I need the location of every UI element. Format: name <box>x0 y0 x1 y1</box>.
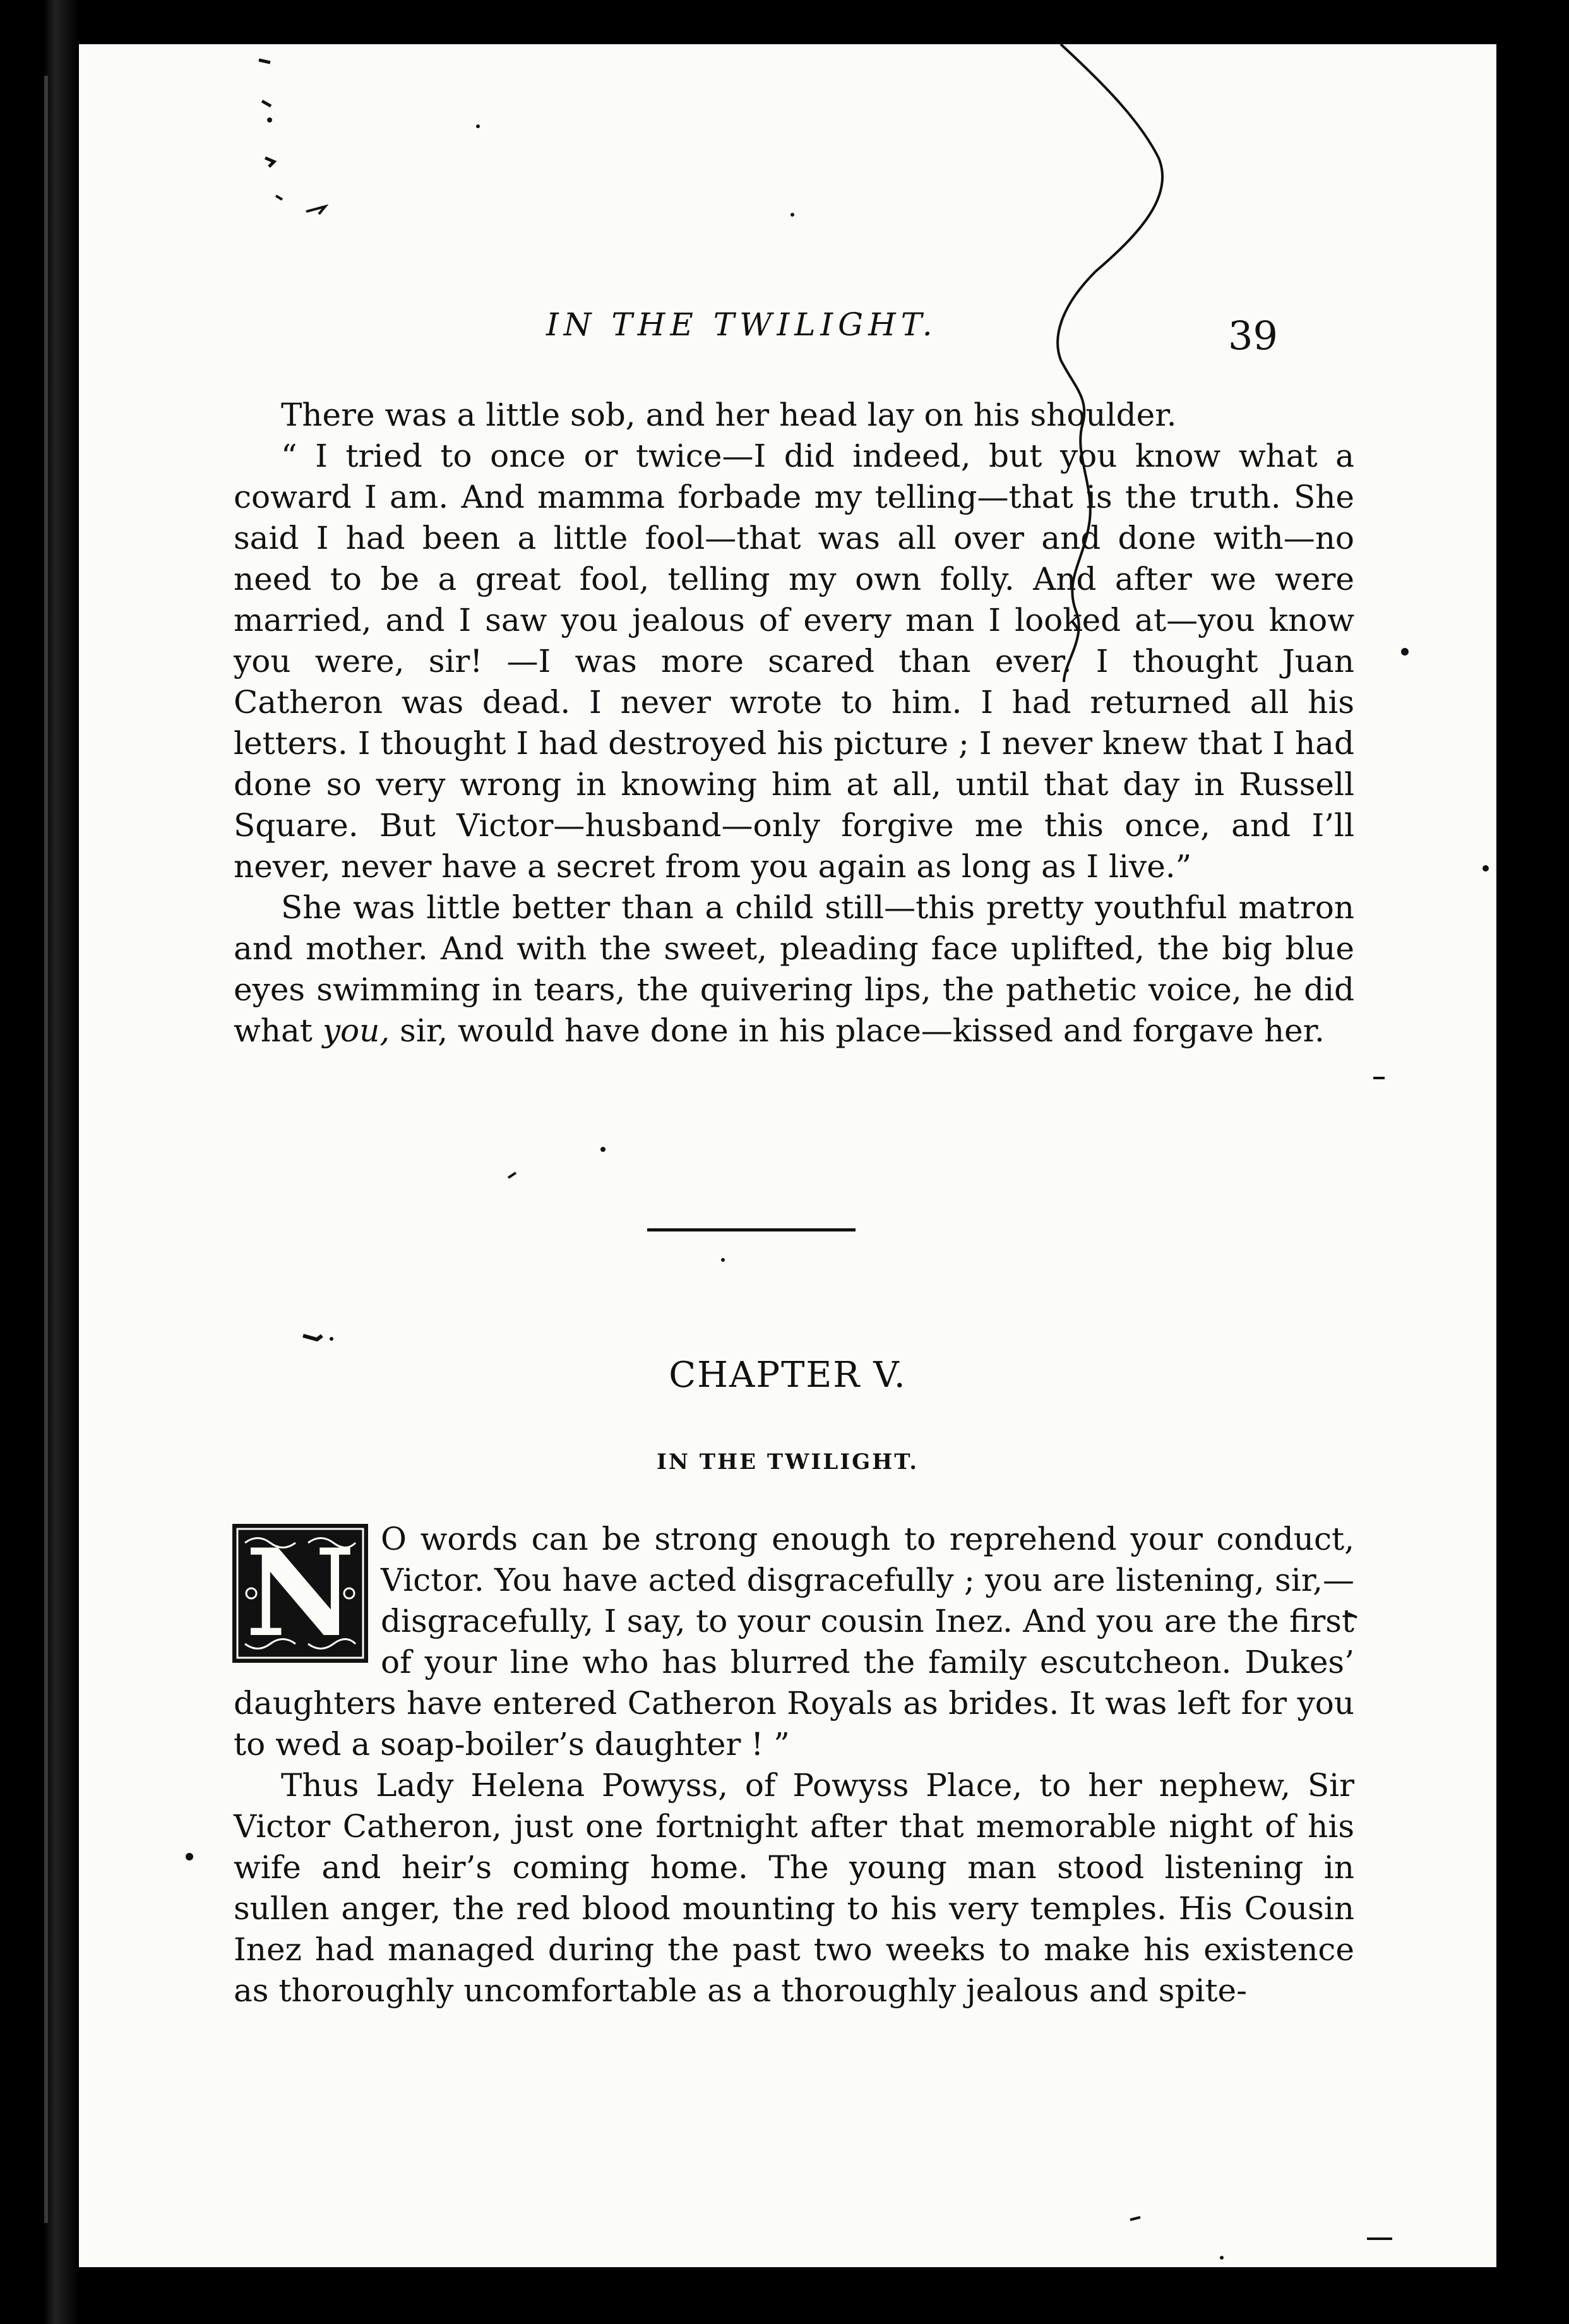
chapter-subtitle: IN THE TWILIGHT. <box>656 1449 919 1475</box>
chapter-heading: CHAPTER V. <box>669 1355 907 1396</box>
book-page <box>79 44 1496 2267</box>
chapter-text <box>234 1519 1354 2011</box>
section-divider <box>647 1228 856 1231</box>
paragraph: O words can be strong enough to reprehend your conduct, Victor. You have acted disgracefully ; you are listening, sir,—disgracefully, I say, to your cousin Inez. And you are the first of your line who has blurred the family escutcheon. Dukes’ daughters have entered Catheron Royals as brides. It was left for you to wed a soap-boiler’s daughter ! ” <box>234 1521 1354 1763</box>
paragraph: There was a little sob, and her head lay on his shoulder. <box>281 397 1177 433</box>
paragraph-text: sir, would have done in his place—kissed and forgave her. <box>400 1012 1325 1049</box>
gutter-shadow <box>44 76 48 2223</box>
decorated-initial <box>232 1524 368 1663</box>
section-text <box>234 395 1354 1051</box>
paragraph <box>234 887 1354 1051</box>
dropcap-letter: N <box>245 1523 355 1663</box>
paragraph: “ I tried to once or twice—I did indeed, but you know what a coward I am. And mamma forbade my telling—that is the truth. She said I had been a little fool—that was all over and done with—no need to be a great fool, telling my own folly. And after we were married, and I saw you jealous of every man I looked at—you know you were, sir! —I was more scared than ever. I thought Juan Catheron was dead. I never wrote to him. I had returned all his letters. I thought I had destroyed his picture ; I never knew that I had done so very wrong in knowing him at all, until that day in Russell Square. But Victor—husband—only forgive me this once, and I’ll never, never have a secret from you again as long as I live.” <box>234 438 1354 885</box>
paragraph-text: She was little better than a child still—this pretty youthful matron and mother. And with the sweet, pleading face uplifted, the big blue eyes swimming in tears, the quivering lips, the pathetic voice, he did what <box>234 889 1354 1049</box>
binding-gutter <box>0 0 79 2324</box>
running-head <box>79 306 1496 357</box>
running-title: IN THE TWILIGHT. <box>546 306 938 343</box>
italic-word: you, <box>322 1012 390 1049</box>
page-number: 39 <box>1228 313 1278 359</box>
paragraph: Thus Lady Helena Powyss, of Powyss Place, to her nephew, Sir Victor Catheron, just one fortnight after that memorable night of his wife and heir’s coming home. The young man stood listening in sullen anger, the red blood mounting to his very temples. His Cousin Inez had managed during the past two weeks to make his existence as thoroughly uncomfortable as a thoroughly jealous and spite- <box>234 1767 1354 2009</box>
